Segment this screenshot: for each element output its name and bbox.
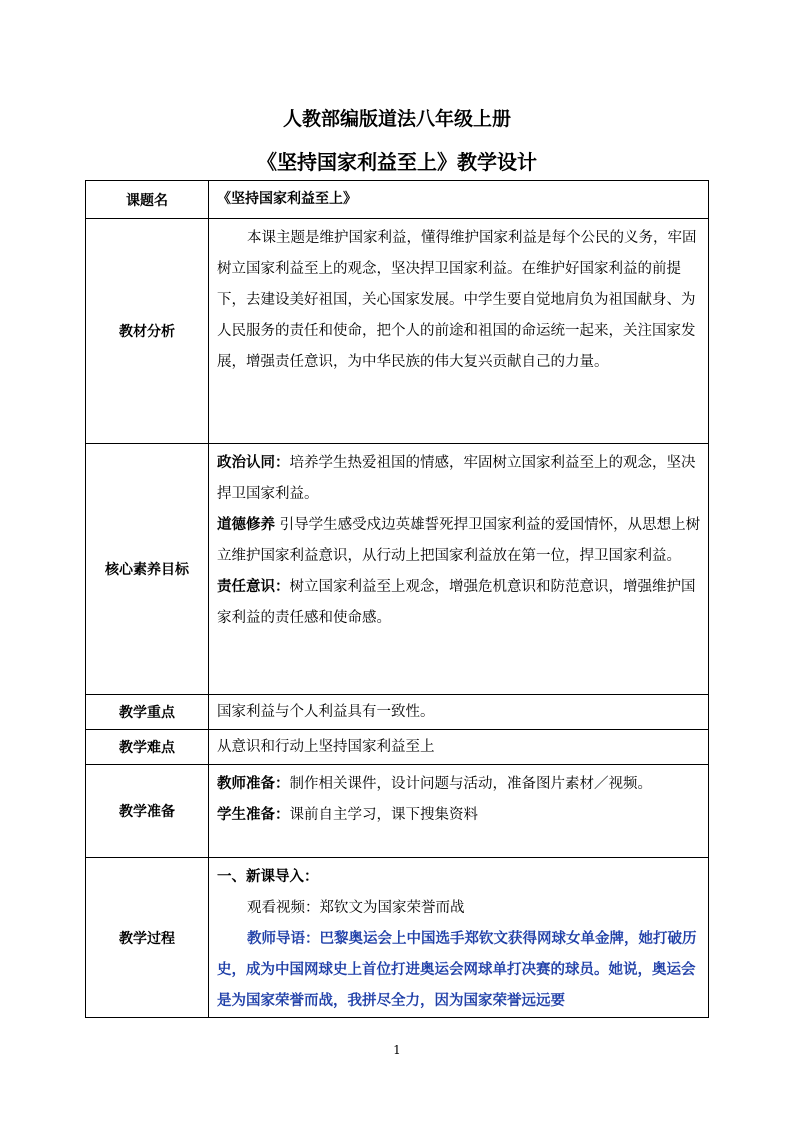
- analysis-text: 本课主题是维护国家利益，懂得维护国家利益是每个公民的义务，牢固树立国家利益至上的观念，坚决捍卫国家利益。在维护好国家利益的前提下，去建设美好祖国，关心国家发展。中学生要自觉地肩负为祖国献身、为人民服务的责任和使命，把个人的前途和祖国的命运统一起来，关注国家发展，增强责任意识，为中华民族的伟大复兴贡献自己的力量。: [217, 230, 697, 370]
- goal-responsibility: [217, 572, 702, 634]
- table-row-analysis: [86, 219, 709, 444]
- table-row-difficulty: [86, 730, 709, 765]
- value-key-point: 国家利益与个人利益具有一致性。: [209, 695, 709, 730]
- prep-teacher: [217, 769, 702, 800]
- goal-political-text: 培养学生热爱祖国的情感，牢固树立国家利益至上的观念，坚决捍卫国家利益。: [217, 455, 696, 502]
- prep-teacher-text: 制作相关课件，设计问题与活动，准备图片素材／视频。: [289, 776, 652, 792]
- label-preparation: 教学准备: [86, 765, 209, 858]
- document-title: 人教部编版道法八年级上册: [282, 108, 511, 130]
- table-row-key-point: [86, 695, 709, 730]
- lesson-plan-table: [85, 180, 709, 1018]
- label-process: 教学过程: [86, 858, 209, 1018]
- value-topic: 《坚持国家利益至上》: [209, 181, 709, 219]
- label-goals: 核心素养目标: [86, 444, 209, 695]
- table-row-process: [86, 858, 709, 1018]
- table-row-goals: [86, 444, 709, 695]
- process-video-line: 观看视频：郑钦文为国家荣誉而战: [247, 900, 465, 916]
- document-subtitle: 《坚持国家利益至上》教学设计: [257, 150, 537, 174]
- label-key-point: 教学重点: [86, 695, 209, 730]
- prep-student-text: 课前自主学习，课下搜集资料: [289, 807, 478, 823]
- table-row-topic: [86, 181, 709, 219]
- process-section-title: 一、新课导入：: [217, 869, 319, 885]
- label-analysis: 教材分析: [86, 219, 209, 444]
- goal-moral-head: 道德修养: [217, 517, 275, 533]
- analysis-cell: [209, 219, 709, 444]
- prep-student-head: 学生准备：: [217, 807, 290, 823]
- goal-political: [217, 448, 702, 510]
- prep-student: [217, 800, 702, 831]
- value-difficulty: 从意识和行动上坚持国家利益至上: [209, 730, 709, 765]
- goal-moral-text: 引导学生感受戍边英雄誓死捍卫国家利益的爱国情怀，从思想上树立维护国家利益意识，从行动上把国家利益放在第一位，捍卫国家利益。: [217, 517, 701, 564]
- page-number: 1: [393, 1043, 401, 1057]
- label-topic: 课题名: [86, 181, 209, 219]
- goal-responsibility-head: 责任意识：: [217, 579, 290, 595]
- goals-cell: [209, 444, 709, 695]
- process-guide-text: 教师导语：巴黎奥运会上中国选手郑钦文获得网球女单金牌，她打破历史，成为中国网球史上首位打进奥运会网球单打决赛的球员。她说，奥运会是为国家荣誉而战，我拼尽全力，因为国家荣誉远远要: [217, 931, 697, 1009]
- goal-moral: [217, 510, 702, 572]
- table-row-preparation: [86, 765, 709, 858]
- goal-political-head: 政治认同：: [217, 455, 290, 471]
- process-cell: [209, 858, 709, 1018]
- goal-responsibility-text: 树立国家利益至上观念，增强危机意识和防范意识，增强维护国家利益的责任感和使命感。: [217, 579, 696, 626]
- label-difficulty: 教学难点: [86, 730, 209, 765]
- prep-teacher-head: 教师准备：: [217, 776, 290, 792]
- preparation-cell: [209, 765, 709, 858]
